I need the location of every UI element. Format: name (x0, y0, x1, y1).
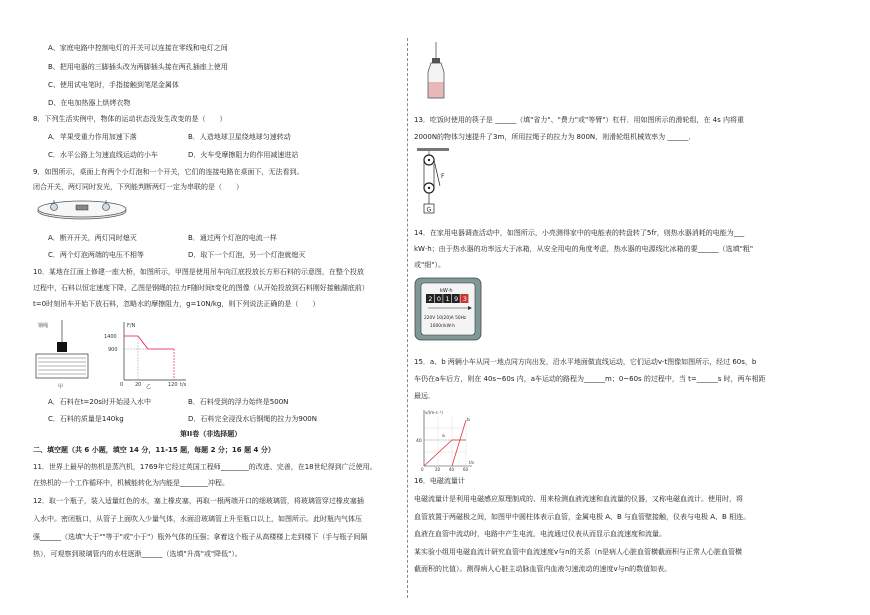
column-divider (407, 38, 408, 598)
q13-line-2: 2000N的物体匀速提升了3m，所用拉绳子的拉力为 800N，则滑轮组机械效率为 ______． (414, 133, 696, 141)
q8-option-c: C．水平公路上匀速直线运动的小车 (48, 151, 158, 159)
meter-digit: 9 (454, 295, 459, 303)
q9-stem-2: 闭合开关，两灯同时发光，下列能判断两灯一定为串联的是（ ） (33, 183, 243, 191)
q16-title: 16．电磁流量计 (414, 477, 465, 485)
q11-line-1: 11．世界上最早的热机是蒸汽机，1769年它经过英国工程师________的改进、完善，在18世纪得到广泛使用。 (33, 463, 377, 471)
fig-x20: 20 (135, 382, 142, 388)
q7-option-b: B、把用电器的三脚插头改为两脚插头接在两孔插座上使用 (48, 63, 228, 71)
fig-fn-label: F/N (127, 323, 136, 329)
q9-stem-1: 9．如图所示，桌面上有两个小灯泡和一个开关，它们的连接电路在桌面下，无法看到。 (33, 168, 304, 176)
q15-line-1: 15．a、b 两辆小车从同一地点同方向出发，沿水平地面做直线运动，它们运动v-t图像如图所示，经过 60s，b (414, 358, 757, 366)
graph-x20: 20 (435, 467, 441, 472)
force-label: F (441, 173, 445, 180)
graph-v-label: v/(m·s⁻¹) (425, 410, 443, 415)
fig-jia: 甲 (58, 384, 64, 390)
q8-option-b: B．人造地球卫星绕地球匀速转动 (188, 133, 291, 141)
rope-label: 钢绳 (38, 323, 49, 329)
weight-label: G (426, 206, 432, 214)
section2-heading: 二、填空题（共 6 小题，填空 14 分，11-15 题，每题 2 分；16 题 4 分） (33, 446, 275, 454)
q10-option-c: C．石料的质量是140kg (48, 415, 124, 423)
meter-unit: kW·h (440, 288, 453, 294)
fig-yi: 乙 (146, 384, 152, 390)
q10-stem-3: t=0时刻吊车开始下放石料，忽略水的摩擦阻力，g=10N/kg，则下列说法正确的是（ ） (33, 300, 320, 308)
q10-option-a: A．石料在t=20s时开始浸入水中 (48, 398, 151, 406)
q15-line-2: 车仍在a车后方，则在 40s~60s 内，a车运动的路程为______m；0~60s 的过程中，当 t=______s 时，两车相距 (414, 375, 766, 383)
q15-line-3: 最远． (414, 392, 435, 400)
q11-line-2: 在热机的一个工作循环中，机械能转化为内能是________冲程。 (33, 479, 229, 487)
q7-option-c: C、使用试电笔时，手指接触到笔尾金属体 (48, 81, 179, 89)
q16-line-5: 截面积的比值）。测得病人心脏主动脉血管内血液匀速流动的速度v与n的数值如表。 (414, 565, 672, 573)
q16-line-3: 血液在血管中流动时，电路中产生电流，电流通过仪表从而显示血流速度和流量。 (414, 530, 666, 538)
q8-option-d: D．火车受摩擦阻力的作用减速进站 (188, 151, 299, 159)
fig-x0: 0 (120, 382, 124, 388)
q12-line-4: 热），可观察到玻璃管内的水柱逐渐______（选填"升高"或"降低"）。 (33, 550, 242, 558)
meter-digits (426, 294, 468, 303)
q9-option-a: A．断开开关，两灯同时熄灭 (48, 234, 137, 242)
q8-stem: 8．下列生活实例中，物体的运动状态没发生改变的是（ ） (33, 115, 227, 123)
q16-line-4: 某实验小组用电磁血流计研究血管中血流速度v与n的关系（n是病人心脏血管横截面积与正常人心脏血管横 (414, 548, 743, 556)
q16-line-2: 血管放置于两磁极之间，如图甲中圆柱体表示血管，金属电极 A、B 与血管壁接触，仪表与电极 A、B 相连。 (414, 513, 751, 521)
q9-option-b: B．通过两个灯泡的电流一样 (188, 234, 277, 242)
graph-y40: 40 (416, 439, 422, 444)
graph-b: b (467, 418, 470, 423)
fig-y1400: 1400 (104, 334, 117, 340)
q9-figure-table (36, 196, 128, 222)
meter-spec: 220V 10(20)A 50Hz (424, 316, 467, 321)
q12-line-1: 12．取一个瓶子，装入适量红色的水，塞上橡皮塞，再取一根两端开口的细玻璃管，将玻璃管穿过橡皮塞插 (33, 497, 364, 505)
meter-digit: 2 (428, 295, 433, 303)
graph-x60: 60 (463, 467, 469, 472)
q7-option-a: A、家庭电路中控制电灯的开关可以连接在零线和电灯之间 (48, 44, 228, 52)
q10-figure (34, 318, 194, 390)
q12-line-3: 强______（选填"大于""等于"或"小于"）瓶外气体的压强；拿着这个瓶子从高楼楼上走到楼下（手与瓶子间隔 (33, 533, 368, 541)
graph-t-label: t/s (469, 460, 474, 465)
q12-line-2: 入水中。密闭瓶口，从管子上面吹入少量气体，水面沿玻璃管上升至瓶口以上，如图所示。此时瓶内气体压 (33, 515, 362, 523)
q10-option-b: B．石料受到的浮力始终是500N (188, 398, 289, 406)
meter-digit: 1 (445, 295, 450, 303)
fig-ts: t/s (180, 382, 187, 388)
q13-pulley-figure (415, 146, 455, 222)
q10-stem-2: 过程中，石料以恒定速度下降，乙图是钢绳的拉力F随时间t变化的图像（从开始投放到石料刚好接触湖底前） (33, 284, 369, 292)
q7-option-d: D、在电加热器上烘烤衣物 (48, 99, 131, 107)
q10-option-d: D．石料完全浸没水后钢绳的拉力为900N (188, 415, 317, 423)
meter-digit: 3 (462, 295, 467, 303)
q10-stem-1: 10．某地在江面上修建一座大桥，如图所示，甲图是使用吊车向江底投放长方形石料的示意图，在整个投放 (33, 268, 364, 276)
meter-rate: 1000r/kW·h (430, 324, 455, 329)
fig-x120: 120 (168, 382, 178, 388)
graph-a: a (442, 434, 445, 439)
graph-origin: 0 (421, 467, 424, 472)
q13-line-1: 13．吃饭时使用的筷子是 ______（填"省力"、"费力"或"等臂"）杠杆．用如图所示的滑轮组，在 4s 内将重 (414, 116, 745, 124)
part2-title: 第II卷（非选择题） (180, 430, 242, 438)
q9-option-d: D．取下一个灯泡，另一个灯泡就熄灭 (188, 251, 306, 259)
graph-x40: 40 (449, 467, 455, 472)
meter-digit: 0 (436, 295, 442, 303)
q14-line-1: 14．在家用电器调查活动中，如图所示，小亮测得家中的电能表的转盘转了5fr，则热水器消耗的电能为___ (414, 229, 745, 237)
q12-bottle-figure (425, 40, 447, 102)
q15-vt-graph (414, 406, 476, 472)
q14-energy-meter (414, 277, 482, 341)
q8-option-a: A．苹果受重力作用加速下落 (48, 133, 137, 141)
q14-line-2: kW·h；由于热水器的功率远大于冰箱，从安全用电的角度考虑，热水器的电源线比冰箱的要______（选填"粗" (414, 245, 754, 253)
q9-option-c: C．两个灯泡两端的电压不相等 (48, 251, 144, 259)
q16-line-1: 电磁流量计是利用电磁感应原理制成的、用来检测血液流速和血流量的仪器，又称电磁血流计。使用时，将 (414, 495, 743, 503)
q14-line-3: 或"细"）。 (414, 261, 445, 269)
fig-y900: 900 (108, 347, 118, 353)
